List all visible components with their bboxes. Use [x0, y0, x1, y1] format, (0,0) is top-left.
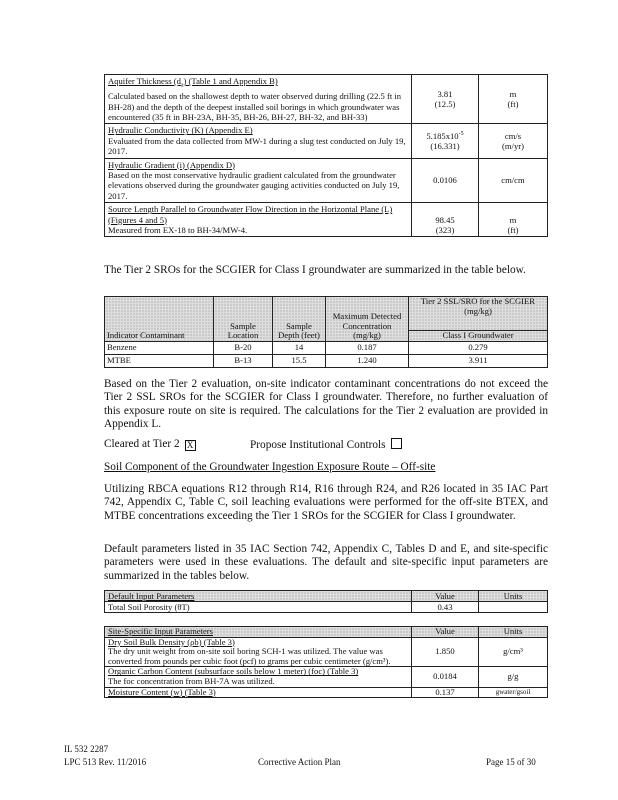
param-description: The foc concentration from BH-7A was utilized. — [108, 675, 275, 686]
table-row — [105, 124, 548, 158]
header-indicator: Indicator Contaminant — [105, 297, 214, 342]
cleared-option — [104, 438, 196, 451]
header-class1: Class I Groundwater — [409, 331, 548, 342]
param-title: Dry Soil Bulk Density (ρb) (Table 3) — [108, 636, 235, 647]
param-cell — [105, 667, 412, 687]
param-title: Moisture Content (w) (Table 3) — [108, 686, 216, 697]
value-cell: 0.0106 — [412, 158, 479, 203]
table-row — [105, 687, 548, 698]
header-units: Units — [479, 627, 548, 638]
section-heading: Soil Component of the Groundwater Ingestion Exposure Route – Off-site — [104, 461, 436, 473]
location-cell: B-20 — [214, 342, 273, 355]
param-title: Aquifer Thickness $(d_a)$ (Table 1 and Appendix B) — [108, 76, 278, 89]
site-specific-parameters-table — [104, 626, 548, 698]
site-parameters-table — [104, 74, 548, 237]
units-cell: m (ft) — [479, 75, 548, 124]
tier2-sro-table — [104, 296, 548, 368]
tier2-cell: 3.911 — [409, 355, 548, 368]
header-param: Default Input Parameters — [105, 591, 412, 602]
table-row — [105, 158, 548, 203]
rbca-paragraph: Utilizing RBCA equations R12 through R14, R16 through R24, and R26 located in 35 IAC Part 742, Appendix C, Table C, soil leaching evaluations were performed for the off-site BTEX, and MTBE concentrations exceeding the Tier 1 SROs for the SCGIER for Class I groundwater. — [104, 483, 548, 522]
header-value: Value — [412, 591, 479, 602]
header-param: Site-Specific Input Parameters — [105, 627, 412, 638]
units-cell: m (ft) — [479, 203, 548, 237]
param-title: Hydraulic Conductivity (K) (Appendix E) — [108, 125, 253, 136]
cleared-checkbox[interactable]: X — [185, 440, 196, 451]
param-cell — [105, 637, 412, 667]
default-parameters-paragraph: Default parameters listed in 35 IAC Section 742, Appendix C, Tables D and E, and site-specific parameters were used in these evaluations. The default and site-specific input parameters are summarized in the tables below. — [104, 543, 548, 582]
table-header-row — [105, 627, 548, 638]
header-max-concentration: Maximum Detected Concentration (mg/kg) — [326, 297, 409, 342]
param-description: Based on the most conservative hydraulic gradient calculated from the groundwater elevations observed during the groundwater gauging activities conducted on July 19, 2017. — [108, 169, 400, 201]
table-row — [105, 355, 548, 368]
units-cell: g/cm³ — [479, 637, 548, 667]
value-cell: 1.850 — [412, 637, 479, 667]
indicator-cell: Benzene — [105, 342, 214, 355]
cleared-label: Cleared at Tier 2 — [104, 438, 180, 450]
tier2-evaluation-paragraph: Based on the Tier 2 evaluation, on-site indicator contaminant concentrations do not exceed the Tier 2 SSL SROs for the SCGIER for Class I groundwater. Therefore, no further evaluation of this exposure route on site is required. The calculations for the Tier 2 evaluation are provided in Appendix L. — [104, 378, 548, 430]
default-parameters-table — [104, 590, 548, 613]
footer-page-number: Page 15 of 30 — [486, 757, 536, 767]
table-header-row — [105, 297, 548, 331]
param-title: Organic Carbon Content (subsurface soils below 1 meter) (foc) (Table 3) — [108, 666, 359, 677]
units-cell — [479, 602, 548, 613]
value-cell: 3.81 (12.5) — [412, 75, 479, 124]
table-row — [105, 667, 548, 687]
indicator-cell: MTBE — [105, 355, 214, 368]
tier2-cell: 0.279 — [409, 342, 548, 355]
param-cell — [105, 75, 412, 124]
depth-cell: 15.5 — [273, 355, 326, 368]
depth-cell: 14 — [273, 342, 326, 355]
param-title: Source Length Parallel to Groundwater Flow Direction in the Horizontal Plane (L) (Figures 4 and 5) — [108, 204, 393, 225]
propose-option — [250, 438, 402, 452]
value-cell: 0.43 — [412, 602, 479, 613]
propose-checkbox[interactable] — [391, 438, 402, 449]
param-description: Evaluated from the data collected from MW-1 during a slug test conducted on July 19, 2017. — [108, 135, 406, 157]
table-row — [105, 75, 548, 124]
table-row — [105, 602, 548, 613]
header-tier2: Tier 2 SSL/SRO for the SCGIER (mg/kg) — [409, 297, 548, 331]
value-cell: 0.0184 — [412, 667, 479, 687]
location-cell: B-13 — [214, 355, 273, 368]
header-sample-location: Sample Location — [214, 297, 273, 342]
footer-form: LPC 513 Rev. 11/2016 — [64, 757, 147, 767]
param-cell — [105, 203, 412, 237]
table-header-row — [105, 591, 548, 602]
value-cell: $5.185x10^{-5}$ (16.331) — [412, 124, 479, 158]
header-sample-depth: Sample Depth (feet) — [273, 297, 326, 342]
footer-doc-title: Corrective Action Plan — [258, 757, 341, 767]
propose-label: Propose Institutional Controls — [250, 439, 386, 451]
max-cell: 1.240 — [326, 355, 409, 368]
units-cell: cm/cm — [479, 158, 548, 203]
param-cell — [105, 687, 412, 698]
table-row — [105, 637, 548, 667]
tier2-intro: The Tier 2 SROs for the SCGIER for Class I groundwater are summarized in the table below. — [104, 264, 526, 276]
param-cell — [105, 158, 412, 203]
footer-id: IL 532 2287 — [64, 744, 109, 754]
units-cell: g/g — [479, 667, 548, 687]
param-description: Measured from EX-18 to BH-34/MW-4. — [108, 225, 248, 235]
param-description: Calculated based on the shallowest depth to water observed during drilling (22.5 ft in BH-28) and the depth of the deepest installed soil borings in which groundwater was encountered (35 ft in BH-23A, BH-35, BH-26, BH-27, BH-32, and BH-33) — [108, 91, 402, 122]
param-description: The dry unit weight from on-site soil boring SCH-1 was utilized. The value was converted from pounds per cubic foot (pcf) to grams per cubic centimeter (g/cm³). — [108, 646, 391, 666]
units-cell: cm/s (m/yr) — [479, 124, 548, 158]
header-value: Value — [412, 627, 479, 638]
param-cell — [105, 124, 412, 158]
table-row — [105, 342, 548, 355]
units-cell: gwater/gsoil — [479, 687, 548, 698]
param-title: Hydraulic Gradient (i) (Appendix D) — [108, 159, 235, 170]
header-units: Units — [479, 591, 548, 602]
value-cell: 98.45 (323) — [412, 203, 479, 237]
table-row — [105, 203, 548, 237]
value-cell: 0.137 — [412, 687, 479, 698]
param-cell: Total Soil Porosity (θT) — [105, 602, 412, 613]
max-cell: 0.187 — [326, 342, 409, 355]
